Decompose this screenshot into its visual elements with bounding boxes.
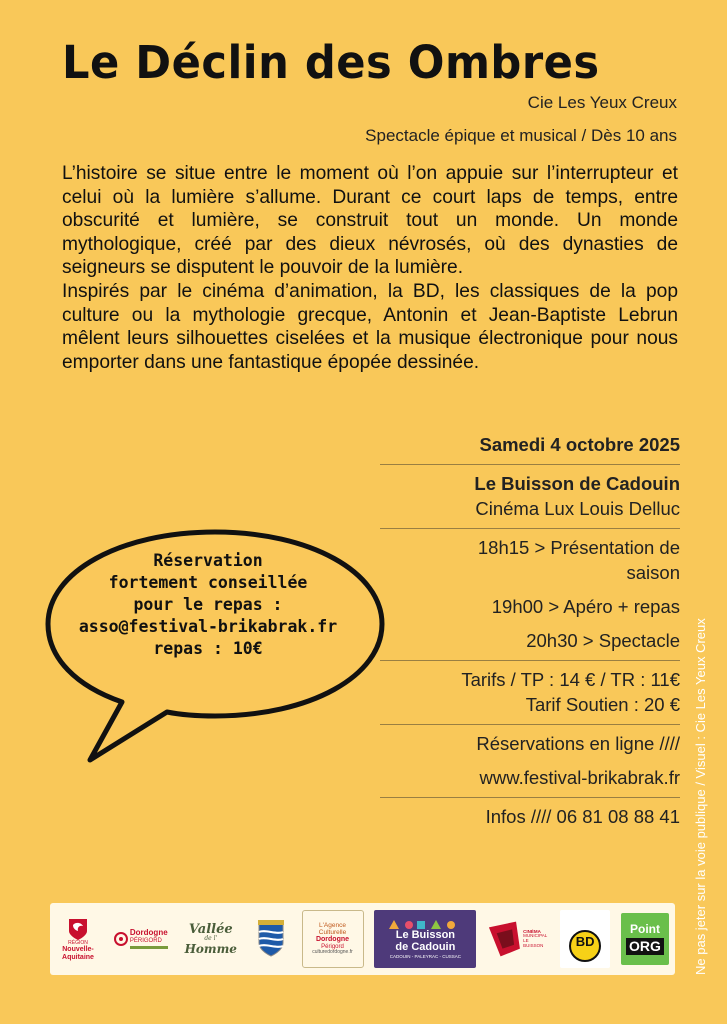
booking-section bbox=[380, 724, 680, 797]
buisson-label: Le Buisson bbox=[395, 929, 456, 942]
bubble-email-link[interactable]: asso@festival-brikabrak.fr bbox=[78, 617, 338, 636]
date-section bbox=[380, 426, 680, 464]
side-note: Ne pas jeter sur la voie publique / Visuel : Cie Les Yeux Creux bbox=[693, 618, 708, 975]
prices-section bbox=[380, 660, 680, 724]
logo-region-nouvelle-aquitaine bbox=[56, 910, 100, 968]
sponsor-logo-strip bbox=[50, 903, 675, 975]
description-paragraph-2: Inspirés par le cinéma d’animation, la BD, les classiques de la pop culture ou la mythologie grecque, Antonin et Jean-Baptiste Lebrun mêlent leurs silhouettes ciselées et la musique électronique pour nous emporter dans une fantastique épopée dessinée. bbox=[62, 280, 678, 373]
page-title: Le Déclin des Ombres bbox=[62, 36, 600, 89]
region-label: Aquitaine bbox=[62, 953, 94, 961]
schedule-item: 18h15 > Présentation de bbox=[477, 537, 680, 558]
company-name: Cie Les Yeux Creux bbox=[527, 93, 677, 112]
bd-label: BD bbox=[575, 934, 595, 950]
schedule-item: saison bbox=[626, 562, 680, 583]
price-line: Tarif Soutien : 20 € bbox=[525, 694, 680, 715]
agence-label: Périgord bbox=[321, 943, 344, 950]
event-town: Le Buisson de Cadouin bbox=[474, 473, 680, 494]
agence-label: Culturelle bbox=[318, 928, 347, 936]
logo-town-crest bbox=[251, 910, 291, 968]
agence-label: Dordogne bbox=[315, 936, 350, 944]
point-org-label: ORG bbox=[626, 938, 664, 955]
region-label: Nouvelle- bbox=[62, 946, 94, 954]
vallee-label: de l' bbox=[204, 935, 218, 943]
region-emblem-icon bbox=[67, 917, 89, 941]
event-info-panel bbox=[380, 426, 680, 836]
agence-url: culturedordogne.fr bbox=[312, 949, 353, 955]
event-venue: Cinéma Lux Louis Delluc bbox=[475, 498, 680, 519]
schedule-item: 20h30 > Spectacle bbox=[526, 630, 680, 651]
dordogne-emblem-icon bbox=[114, 930, 128, 948]
agence-label: L'Agence bbox=[319, 921, 346, 929]
cinema-label: LE BUISSON bbox=[523, 938, 544, 948]
schedule-section bbox=[380, 528, 680, 660]
location-section bbox=[380, 464, 680, 528]
description-paragraph-1: L’histoire se situe entre le moment où l’on appuie sur l’interrupteur et celui où la lumière s’allume. Durant ce court laps de temps, entre obscurité et lumière, se construit tout un monde. Un monde mythologique, créé par des dieux névrosés, où des dynasties de seigneurs se disputent le pouvoir de la lumière. bbox=[62, 163, 678, 279]
bubble-line: Réservation bbox=[153, 551, 263, 570]
reservation-bubble-text bbox=[58, 550, 358, 660]
bubble-line: repas : 10€ bbox=[153, 639, 263, 658]
logo-vallee-de-lhomme bbox=[182, 910, 240, 968]
show-subtitle: Spectacle épique et musical / Dès 10 ans bbox=[365, 126, 677, 145]
region-label: RÉGION bbox=[68, 940, 88, 947]
bubble-line: pour le repas : bbox=[133, 595, 283, 614]
infos-section bbox=[380, 797, 680, 836]
logo-bd-festival bbox=[560, 910, 610, 968]
booking-label: Réservations en ligne //// bbox=[476, 733, 680, 754]
event-date: Samedi 4 octobre 2025 bbox=[479, 434, 680, 455]
logo-point-org bbox=[621, 913, 669, 965]
price-line: Tarifs / TP : 14 € / TR : 11€ bbox=[461, 669, 680, 690]
logo-le-buisson-de-cadouin bbox=[374, 910, 476, 968]
buisson-label: de Cadouin bbox=[395, 940, 456, 953]
cinema-label: MUNICIPAL bbox=[523, 933, 548, 939]
buisson-label: CADOUIN - PALEYRAC - CUSSAC bbox=[389, 954, 461, 960]
booking-website-link[interactable]: www.festival-brikabrak.fr bbox=[479, 767, 680, 788]
cinema-emblem-icon bbox=[487, 919, 522, 959]
dordogne-label: PÉRIGORD bbox=[129, 937, 162, 944]
logo-dordogne-perigord bbox=[111, 910, 171, 968]
dordogne-label: Dordogne bbox=[129, 928, 168, 938]
logo-cinema-municipal bbox=[487, 910, 549, 968]
logo-agence-culturelle bbox=[302, 910, 364, 968]
town-crest-icon bbox=[256, 919, 286, 959]
vallee-label: Vallée bbox=[188, 921, 233, 937]
infos-phone: Infos //// 06 81 08 88 41 bbox=[485, 806, 680, 827]
schedule-item: 19h00 > Apéro + repas bbox=[491, 596, 680, 617]
cinema-label: CINÉMA bbox=[523, 928, 541, 934]
show-description bbox=[62, 162, 678, 374]
bubble-line: fortement conseillée bbox=[108, 573, 308, 592]
vallee-label: Homme bbox=[184, 941, 237, 956]
point-org-label: Point bbox=[630, 922, 660, 937]
